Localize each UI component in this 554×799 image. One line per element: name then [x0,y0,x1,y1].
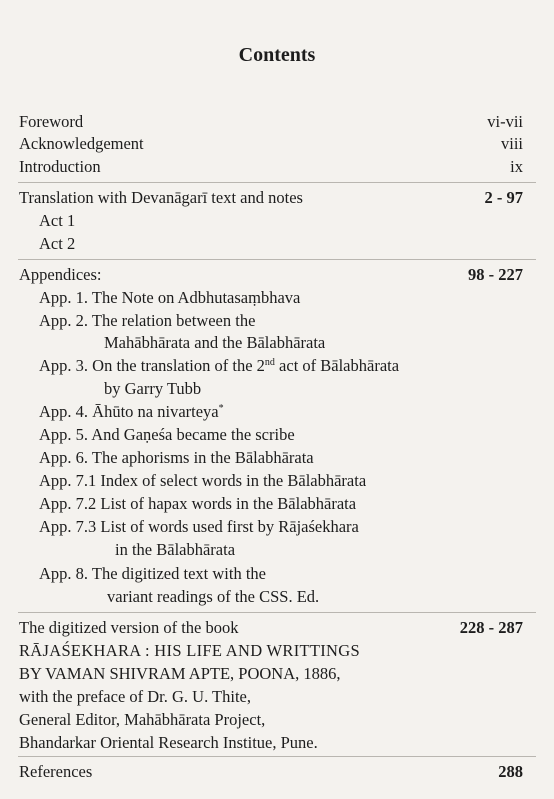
toc-entry-appendices [0,263,554,287]
toc-entry-app-2-cont [0,331,554,355]
section-divider [18,259,536,260]
toc-entry-app-7-3 [0,515,554,539]
toc-entry-text: Foreword [19,112,84,131]
toc-entry-text-rest: act of Bālabhārata [274,356,400,375]
toc-entry-digitized-version [0,616,554,640]
section-divider [18,756,536,757]
toc-entry-text: App. 1. The Note on Adbhutasaṃbhava [39,288,301,307]
toc-entry-text: Appendices: [19,265,102,284]
toc-entry-translation [0,186,554,210]
toc-entry-digitized-author [0,662,554,686]
toc-entry-page: 228 - 287 [459,618,523,637]
toc-entry-text: App. 5. And Gaṇeśa became the scribe [39,425,295,444]
section-divider [18,182,536,183]
ordinal-superscript: nd [264,357,275,368]
toc-entry-text: The digitized version of the book [19,618,239,637]
toc-entry-digitized-institute [0,731,554,755]
toc-entry-text: App. 7.3 List of words used first by Rājaśekhara [39,517,359,536]
toc-entry-digitized-preface [0,685,554,709]
toc-entry-text: Mahābhārata and the Bālabhārata [104,333,326,352]
toc-entry-references [0,760,554,784]
toc-entry-page: 288 [498,762,523,781]
toc-entry-text: in the Bālabhārata [115,540,236,559]
toc-entry-text [39,354,399,378]
toc-entry-text: App. 8. The digitized text with the [39,564,266,583]
toc-entry-digitized-editor [0,708,554,732]
toc-entry-text: References [19,762,93,781]
toc-entry-text-main: App. 4. Āhūto na nivarteya [39,402,219,421]
toc-entry-app-5 [0,423,554,447]
toc-entry-act-1 [0,209,554,233]
toc-entry-page: 98 - 227 [468,265,523,284]
toc-entry-text: App. 7.2 List of hapax words in the Bālabhārata [39,494,357,513]
toc-entry-app-2 [0,309,554,333]
footnote-marker: * [218,403,224,414]
toc-entry-text: General Editor, Mahābhārata Project, [19,710,266,729]
toc-entry-text: BY VAMAN SHIVRAM APTE, POONA, 1886, [19,664,341,683]
toc-entry-text [39,400,224,424]
toc-entry-text: Act 1 [39,211,76,230]
toc-entry-app-4 [0,400,554,424]
toc-entry-text: App. 6. The aphorisms in the Bālabhārata [39,448,314,467]
section-divider [18,612,536,613]
toc-entry-digitized-title [0,639,554,663]
toc-entry-app-3 [0,354,554,378]
toc-entry-app-8 [0,562,554,586]
toc-entry-page: 2 - 97 [484,188,523,207]
toc-entry-app-7-1 [0,469,554,493]
toc-entry-text: Translation with Devanāgarī text and notes [19,188,303,207]
toc-entry-text: Act 2 [39,234,76,253]
toc-entry-page: vi-vii [487,112,523,131]
toc-entry-text: App. 2. The relation between the [39,311,256,330]
toc-entry-page: viii [500,134,523,153]
toc-entry-text: Introduction [19,157,101,176]
toc-entry-text: variant readings of the CSS. Ed. [107,587,320,606]
toc-entry-app-6 [0,446,554,470]
toc-entry-page: ix [510,157,523,176]
toc-entry-text: Acknowledgement [19,134,144,153]
toc-entry-text: Bhandarkar Oriental Research Institue, Pune. [19,733,318,752]
toc-entry-act-2 [0,232,554,256]
toc-entry-foreword [0,110,554,134]
toc-entry-app-7-3-cont [0,538,554,562]
toc-entry-app-7-2 [0,492,554,516]
page-title: Contents [238,44,316,66]
toc-entry-text: App. 7.1 Index of select words in the Bālabhārata [39,471,367,490]
toc-entry-text: by Garry Tubb [104,379,202,398]
toc-entry-introduction [0,155,554,179]
toc-entry-app-8-cont [0,585,554,609]
toc-entry-acknowledgement [0,132,554,156]
toc-entry-app-1 [0,286,554,310]
toc-entry-text: with the preface of Dr. G. U. Thite, [19,687,251,706]
toc-entry-text-main: App. 3. On the translation of the 2 [39,356,265,375]
toc-entry-text: RĀJAŚEKHARA : HIS LIFE AND WRITTINGS [19,641,360,660]
toc-entry-app-3-cont [0,377,554,401]
